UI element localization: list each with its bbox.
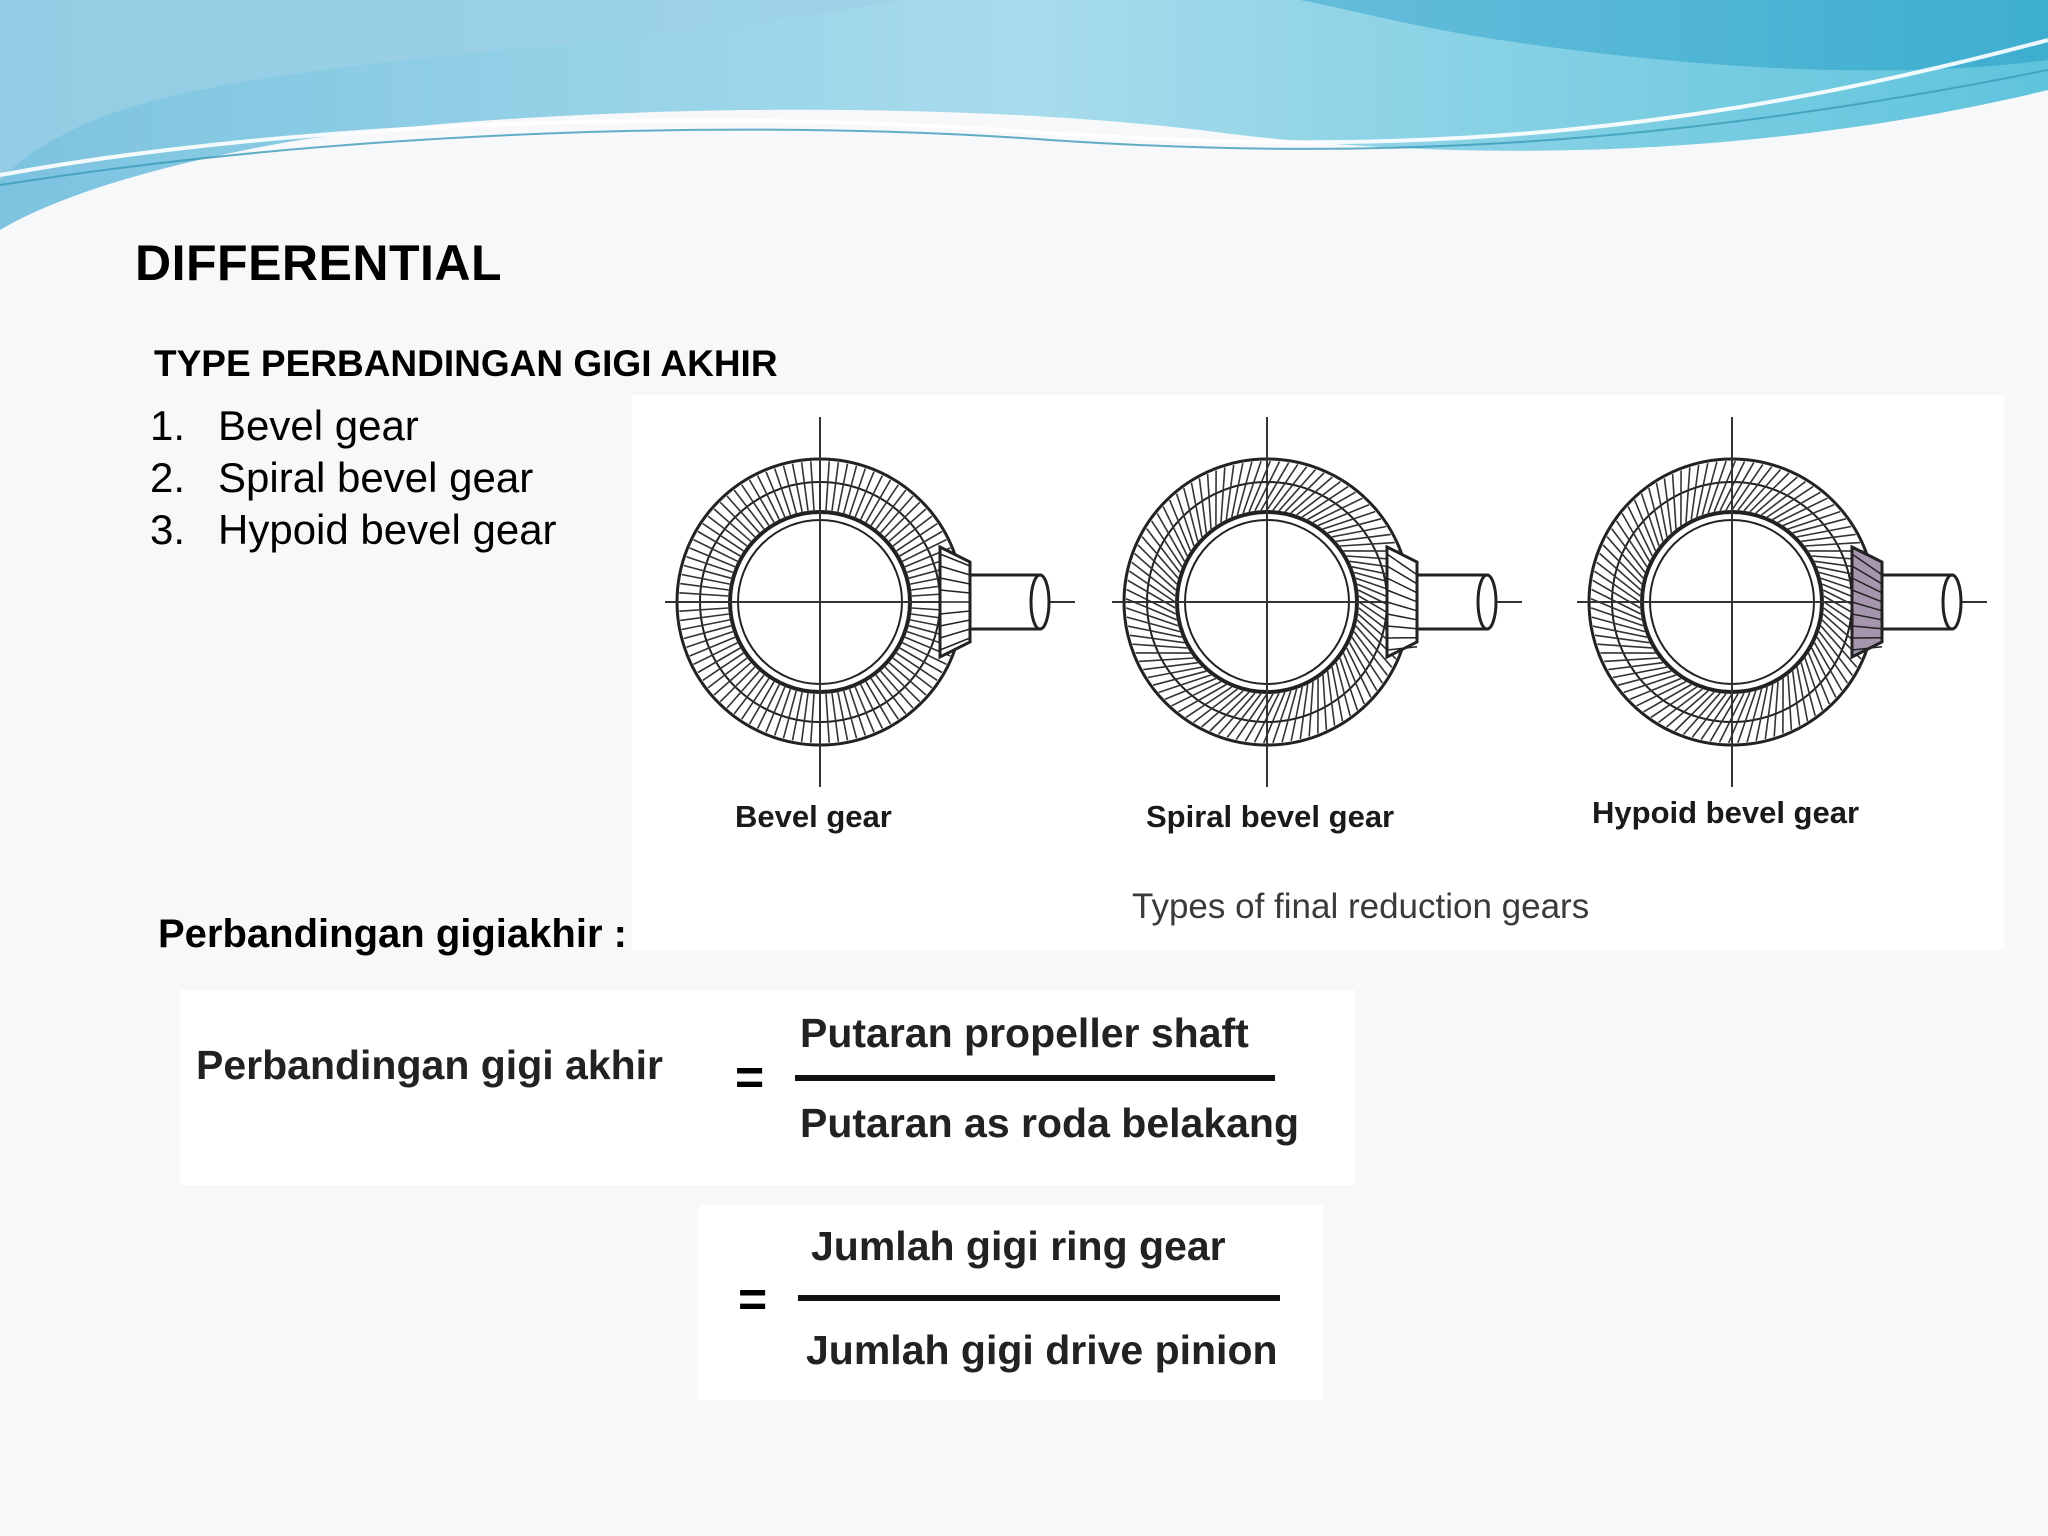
fraction-numerator: Jumlah gigi ring gear [811,1223,1226,1269]
equals-sign: = [738,1271,768,1327]
formula-lhs: Perbandingan gigi akhir [196,1042,664,1088]
formula-row-1 [180,990,1355,1185]
list-item-number: 1. [150,402,186,449]
hypoid-bevel-gear-label: Hypoid bevel gear [1592,795,1860,830]
fraction-denominator: Jumlah gigi drive pinion [806,1327,1278,1373]
list-item [150,504,557,556]
formula-heading: Perbandingan gigiakhir : [158,912,627,956]
list-item-label: Bevel gear [218,402,419,449]
fraction-numerator: Putaran propeller shaft [800,1010,1249,1056]
equals-sign: = [735,1049,765,1105]
figure-caption: Types of final reduction gears [1132,887,1590,926]
formula-row-2 [698,1205,1323,1400]
bevel-gear-drawing [665,417,1075,787]
fraction-denominator: Putaran as roda belakang [800,1100,1300,1146]
list-item-label: Spiral bevel gear [218,454,534,501]
hypoid-bevel-gear-drawing [1577,417,1987,787]
bevel-gear-label: Bevel gear [735,799,892,834]
fraction-bar [795,1075,1275,1081]
list-item-number: 2. [150,454,186,501]
list-item [150,452,557,504]
list-item-number: 3. [150,506,186,553]
slide-title: DIFFERENTIAL [135,235,503,291]
list-item-label: Hypoid bevel gear [218,506,557,553]
header-wave-decoration [0,0,2048,240]
gear-diagram [632,395,2004,950]
spiral-bevel-gear-drawing [1112,417,1522,787]
gear-type-list [150,400,557,556]
slide-subtitle: TYPE PERBANDINGAN GIGI AKHIR [154,343,778,384]
list-item [150,400,557,452]
fraction-bar [798,1295,1280,1301]
gear-diagram-figure [632,395,2004,950]
spiral-bevel-gear-label: Spiral bevel gear [1146,799,1395,834]
